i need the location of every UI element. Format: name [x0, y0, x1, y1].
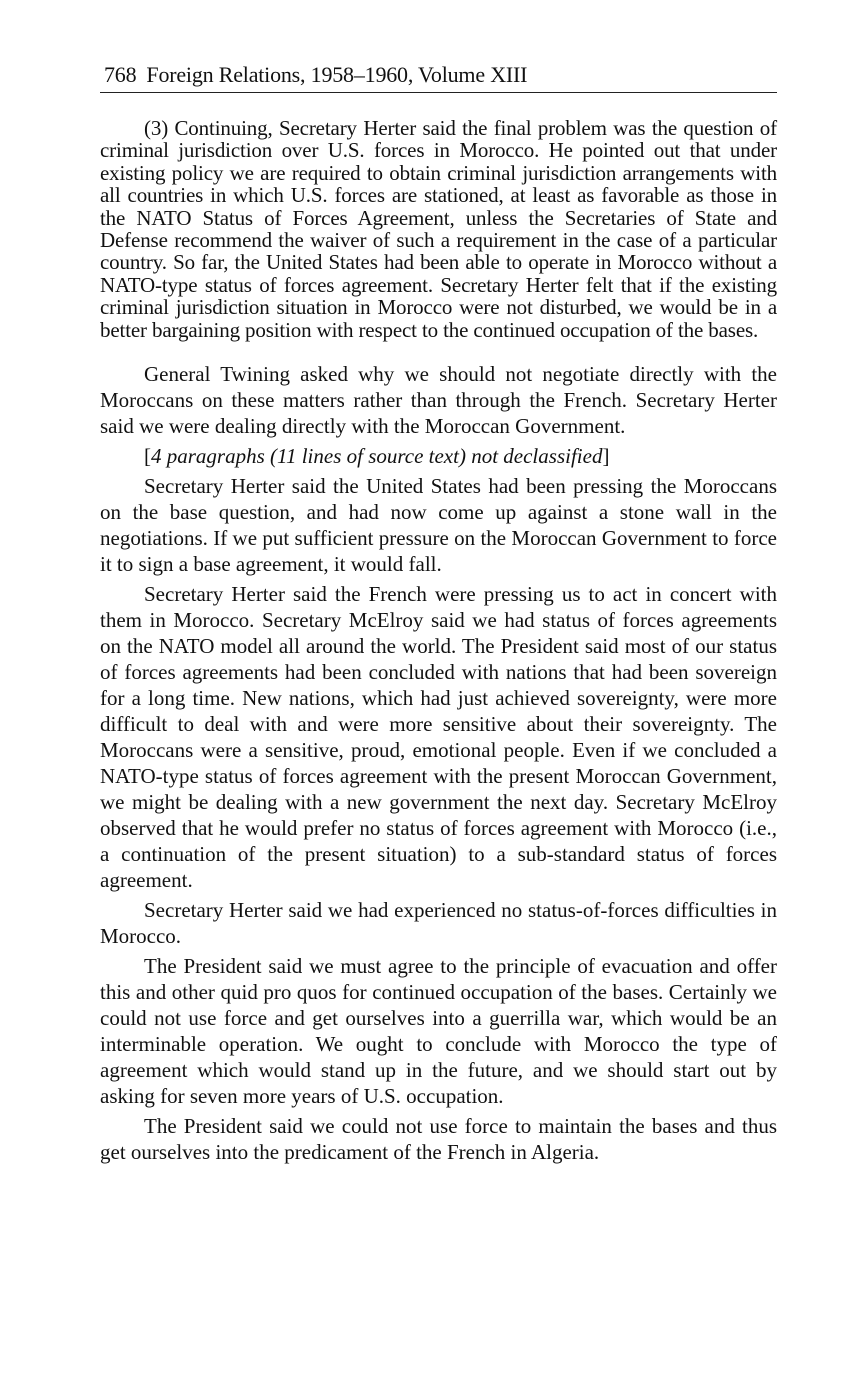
paragraph-evacuation-principle: The President said we must agree to the principle of evacuation and offer this and other quid pro quos for continued occupation of the bases. Certainly we could not use force and get ourselves into a guerrilla war, which would be an interminable operation. We ought to conclude with Morocco the type of agreement which would stand up in the future, and we should start out by asking for seven more years of U.S. occupation. [100, 954, 777, 1109]
body-text [100, 117, 777, 1165]
document-page [100, 62, 777, 1169]
note-open-bracket: [ [144, 444, 151, 469]
running-head [100, 62, 777, 93]
volume-title: Foreign Relations, 1958–1960, Volume XIII [146, 62, 528, 87]
paragraph-no-difficulties: Secretary Herter said we had experienced no status-of-forces difficulties in Morocco. [100, 898, 777, 949]
note-text: 4 paragraphs (11 lines of source text) not declassified [151, 444, 603, 469]
paragraph-criminal-jurisdiction: (3) Continuing, Secretary Herter said the final problem was the question of criminal jurisdiction over U.S. forces in Morocco. He pointed out that under existing policy we are required to obtain criminal jurisdiction arrangements with all countries in which U.S. forces are stationed, at least as favorable as those in the NATO Status of Forces Agreement, unless the Secretaries of State and Defense recommend the waiver of such a requirement in the case of a particular country. So far, the United States had been able to operate in Morocco without a NATO-type status of forces agreement. Secretary Herter felt that if the existing criminal jurisdiction situation in Morocco were not disturbed, we would be in a better bargaining position with respect to the continued occupation of the bases. [100, 116, 777, 342]
note-close-bracket: ] [602, 444, 610, 469]
paragraph-base-pressure: Secretary Herter said the United States had been pressing the Moroccans on the base question, and had now come up against a stone wall in the negotiations. If we put sufficient pressure on the Moroccan Government to force it to sign a base agreement, it would fall. [100, 474, 777, 577]
page-number: 768 [104, 62, 137, 87]
paragraph-algeria: The President said we could not use force to maintain the bases and thus get ourselves into the predicament of the French in Algeria. [100, 1114, 777, 1165]
paragraph-status-of-forces: Secretary Herter said the French were pressing us to act in concert with them in Morocco. Secretary McElroy said we had status of forces agreements on the NATO model all around the world. The President said most of our status of forces agreements had been concluded with nations that had been sovereign for a long time. New nations, which had just achieved sovereignty, were more difficult to deal with and were more sensitive about their sovereignty. The Moroccans were a sensitive, proud, emotional people. Even if we concluded a NATO-type status of forces agreement with the present Moroccan Government, we might be dealing with a new government the next day. Secretary McElroy observed that he would prefer no status of forces agreement with Morocco (i.e., a continuation of the present situation) to a sub-standard status of forces agreement. [100, 582, 777, 893]
editorial-note-not-declassified [100, 443, 777, 469]
paragraph-twining-question: General Twining asked why we should not negotiate directly with the Moroccans on these matters rather than through the French. Secretary Herter said we were dealing directly with the Moroccan Government. [100, 362, 777, 439]
